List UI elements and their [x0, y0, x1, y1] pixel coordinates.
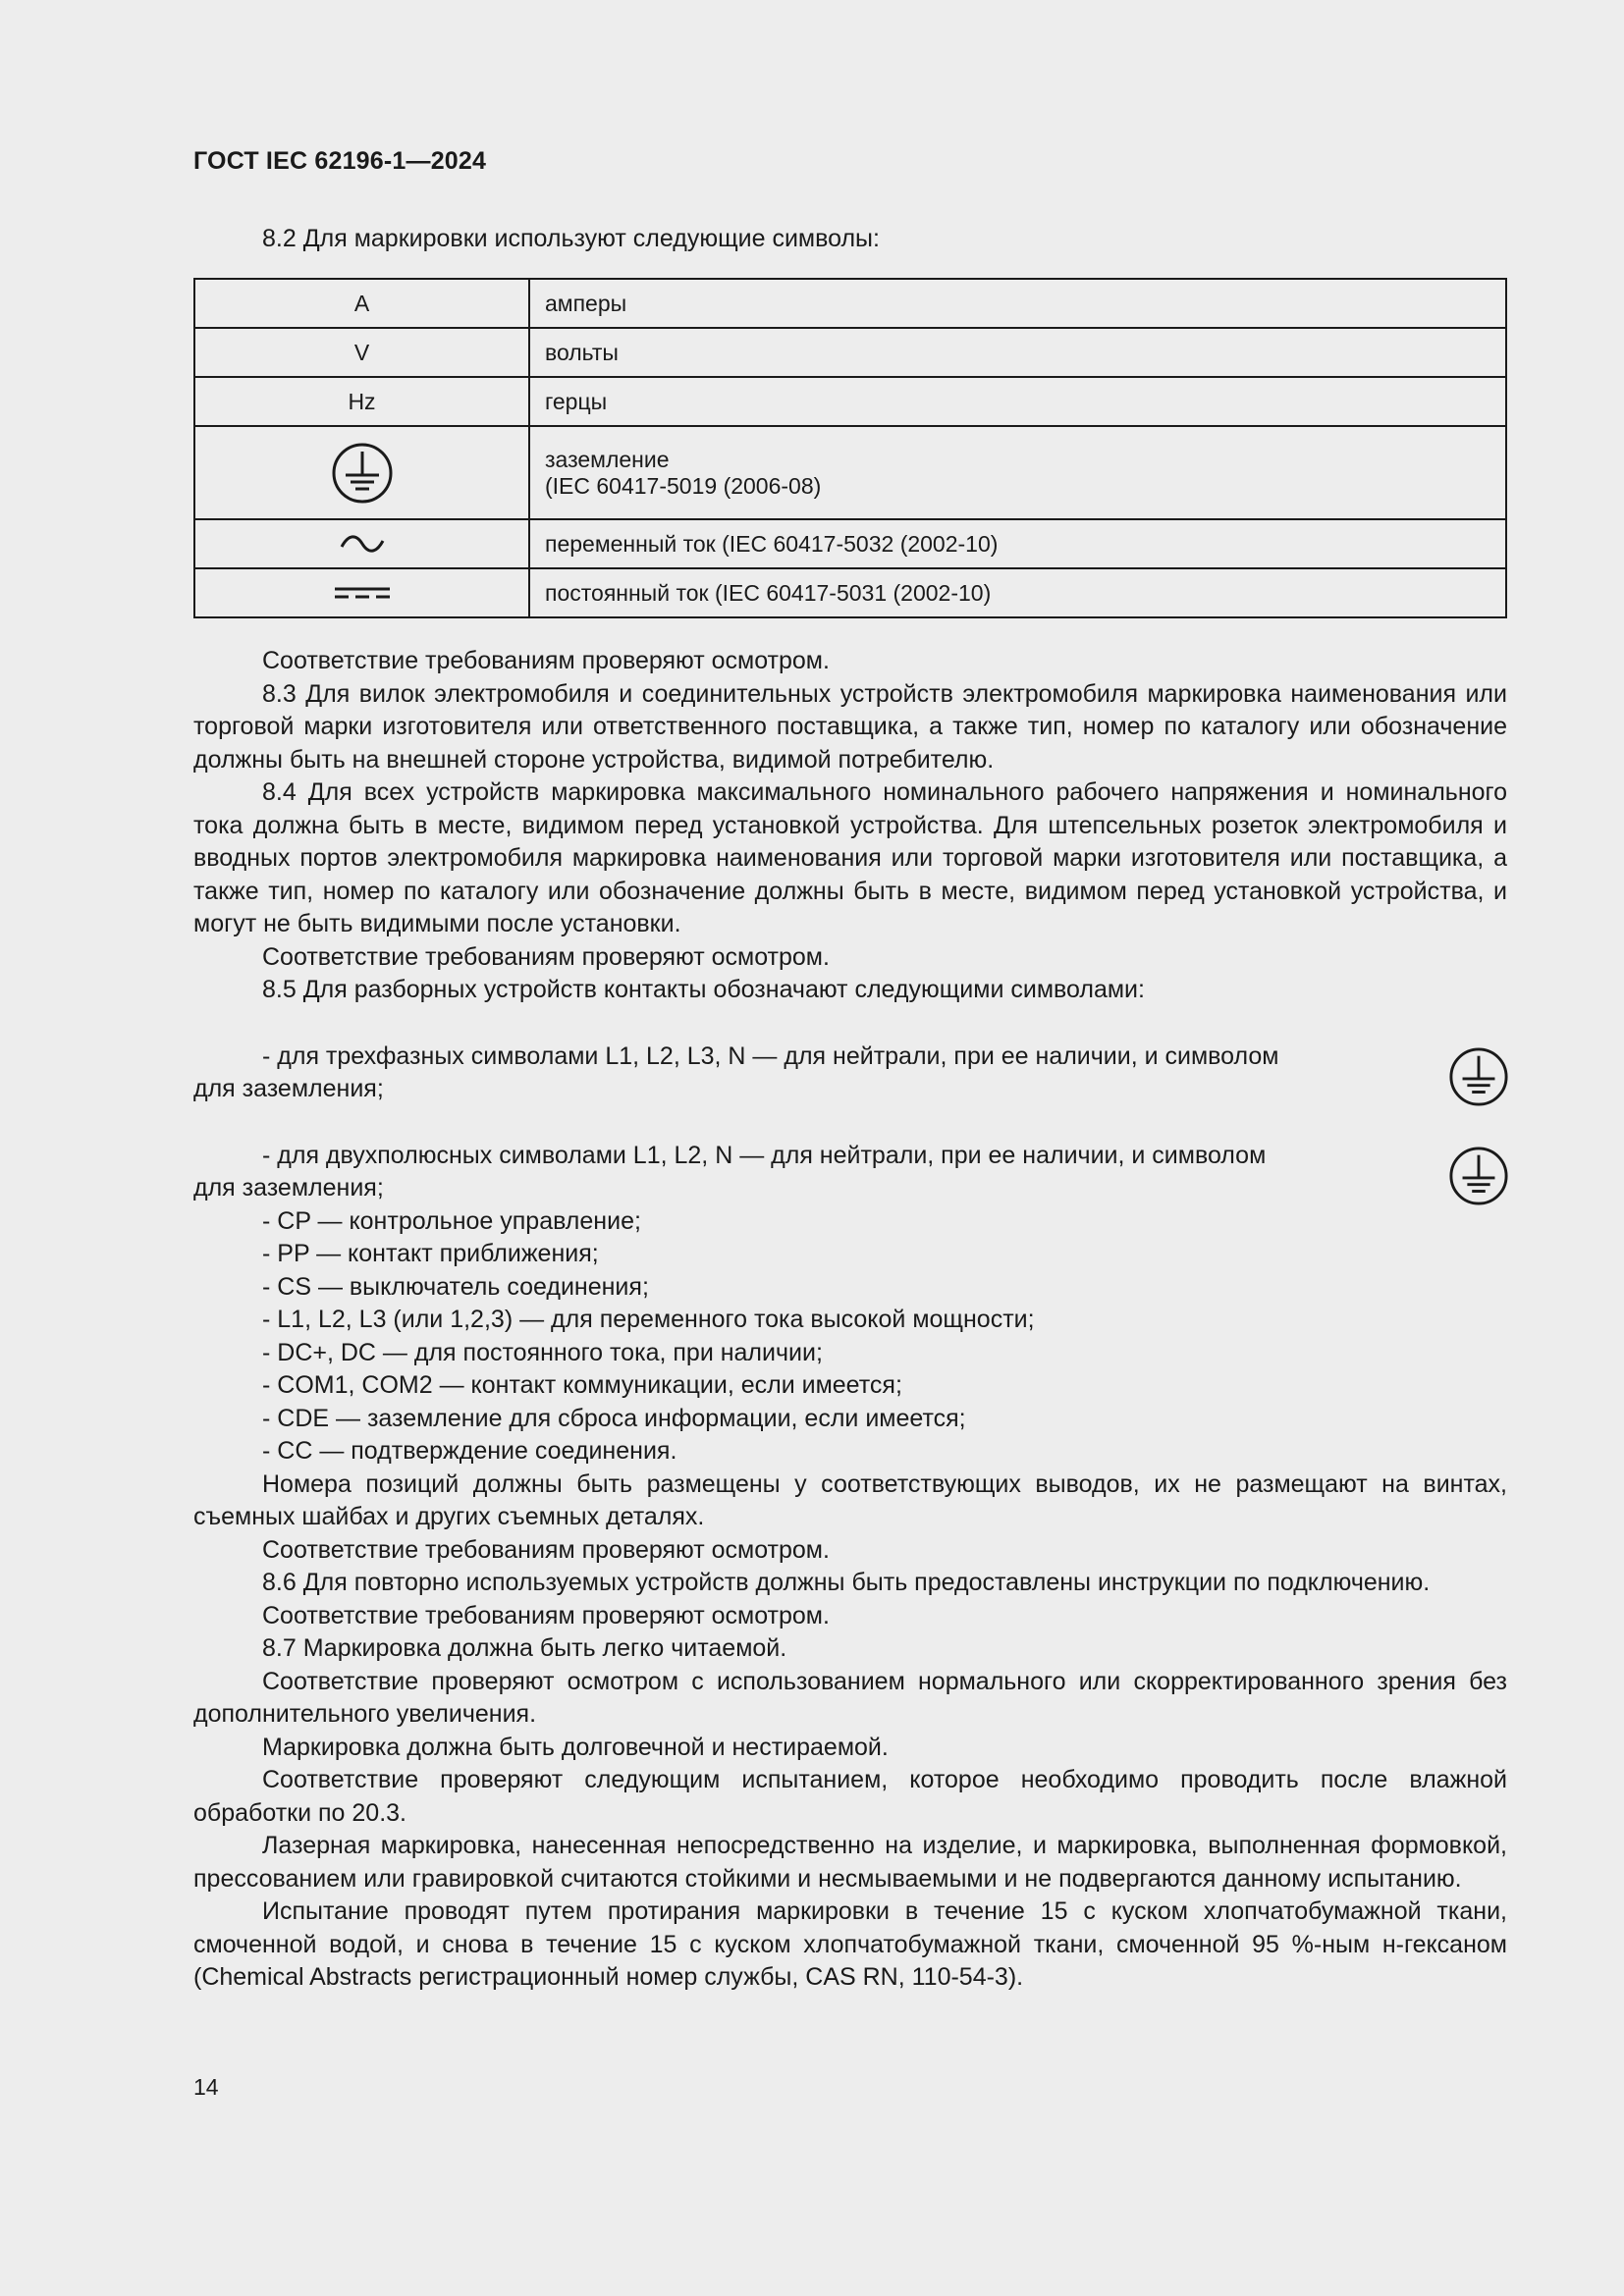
three-phase-item: [193, 1041, 1507, 1106]
paragraph: 8.7 Маркировка должна быть легко читаемой.: [262, 1634, 787, 1662]
page-number: 14: [193, 2074, 219, 2100]
paragraph: Соответствие требованиям проверяют осмотром.: [262, 647, 830, 674]
section-intro: 8.2 Для маркировки используют следующие символы:: [262, 225, 880, 252]
list-item: - PP — контакт приближения;: [262, 1240, 599, 1267]
protective-earth-icon: [1448, 1046, 1509, 1107]
paragraph: 8.3 Для вилок электромобиля и соединительных устройств электромобиля маркировка наименования или торговой марки изготовителя или ответственного поставщика, а также тип, номер по каталогу или обозначение должны быть на внешней стороне устройства, видимой потребителю.: [193, 679, 1507, 774]
table-row: [194, 377, 1506, 426]
list-item: - L1, L2, L3 (или 1,2,3) — для переменного тока высокой мощности;: [262, 1306, 1035, 1333]
paragraph: Соответствие требованиям проверяют осмотром.: [262, 942, 830, 971]
paragraph: Соответствие требованиям проверяют осмотром.: [262, 1601, 830, 1629]
meaning-cell: вольты: [529, 328, 1506, 377]
meaning-cell: переменный ток (IEC 60417-5032 (2002-10): [529, 519, 1506, 568]
direct-current-icon: [333, 583, 392, 603]
list-item: - DC+, DC — для постоянного тока, при наличии;: [262, 1338, 823, 1366]
meaning-line: (IEC 60417-5019 (2006-08): [545, 472, 822, 499]
list-item: - CP — контрольное управление;: [262, 1206, 641, 1235]
table-row: [194, 568, 1506, 617]
meaning-cell: амперы: [529, 279, 1506, 328]
paragraph: Маркировка должна быть долговечной и нестираемой.: [262, 1733, 889, 1761]
paragraph: для заземления;: [193, 1075, 384, 1102]
list-item: - COM1, COM2 — контакт коммуникации, если имеется;: [262, 1371, 902, 1399]
paragraph: для заземления;: [193, 1174, 384, 1201]
symbol-cell: [194, 519, 529, 568]
document-body: [193, 645, 1507, 1995]
table-row: [194, 426, 1506, 519]
protective-earth-icon: [331, 442, 394, 505]
paragraph: Соответствие проверяют осмотром с использованием нормального или скорректированного зрения без дополнительного увеличения.: [193, 1667, 1507, 1728]
paragraph: 8.4 Для всех устройств маркировка максимального номинального рабочего напряжения и номинального тока должна быть в месте, видимом перед установкой устройства. Для штепсельных розеток электромобиля и вводных портов электромобиля маркировка наименования или торговой марки изготовителя или поставщика, а также тип, номер по каталогу или обозначение должны быть в месте, видимом перед установкой устройства, и могут не быть видимыми после установки.: [193, 778, 1507, 937]
symbol-cell: A: [194, 279, 529, 328]
two-pole-item: [193, 1140, 1507, 1205]
paragraph: 8.6 Для повторно используемых устройств должны быть предоставлены инструкции по подключению.: [262, 1569, 1431, 1596]
list-item: - CC — подтверждение соединения.: [262, 1437, 677, 1465]
meaning-cell: герцы: [529, 377, 1506, 426]
symbol-cell: Hz: [194, 377, 529, 426]
paragraph: 8.5 Для разборных устройств контакты обозначают следующими символами:: [262, 976, 1145, 1003]
paragraph: Испытание проводят путем протирания маркировки в течение 15 с куском хлопчатобумажной ткани, смоченной водой, и снова в течение 15 с куском хлопчатобумажной ткани, смоченной 95 %-ным н-гексаном (Chemical Abstracts регистрационный номер службы, CAS RN, 110-54-3).: [193, 1897, 1507, 1991]
paragraph: Лазерная маркировка, нанесенная непосредственно на изделие, и маркировка, выполненная формовкой, прессованием или гравировкой считаются стойкими и несмываемыми и не подвергаются данному испытанию.: [193, 1832, 1507, 1893]
table-row: [194, 519, 1506, 568]
symbol-cell: [194, 426, 529, 519]
alternating-current-icon: [339, 532, 386, 556]
protective-earth-icon: [1448, 1146, 1509, 1206]
paragraph: Номера позиций должны быть размещены у соответствующих выводов, их не размещают на винтах, съемных шайбах и других съемных деталях.: [193, 1469, 1507, 1530]
meaning-cell: постоянный ток (IEC 60417-5031 (2002-10): [529, 568, 1506, 617]
meaning-cell: [529, 426, 1506, 519]
document-header: ГОСТ IEC 62196-1—2024: [193, 147, 487, 175]
table-row: [194, 279, 1506, 328]
meaning-line: заземление: [545, 446, 670, 472]
paragraph: Соответствие проверяют следующим испытанием, которое необходимо проводить после влажной обработки по 20.3.: [193, 1766, 1507, 1827]
symbol-cell: [194, 568, 529, 617]
list-item: - CDE — заземление для сброса информации, если имеется;: [262, 1404, 966, 1432]
list-item: - CS — выключатель соединения;: [262, 1272, 649, 1301]
symbol-cell: V: [194, 328, 529, 377]
paragraph: - для двухполюсных символами L1, L2, N — для нейтрали, при ее наличии, и символом: [262, 1141, 1267, 1169]
paragraph: Соответствие требованиям проверяют осмотром.: [262, 1535, 830, 1564]
table-row: [194, 328, 1506, 377]
paragraph: - для трехфазных символами L1, L2, L3, N — для нейтрали, при ее наличии, и символом: [262, 1041, 1279, 1070]
symbols-table: [193, 278, 1507, 618]
